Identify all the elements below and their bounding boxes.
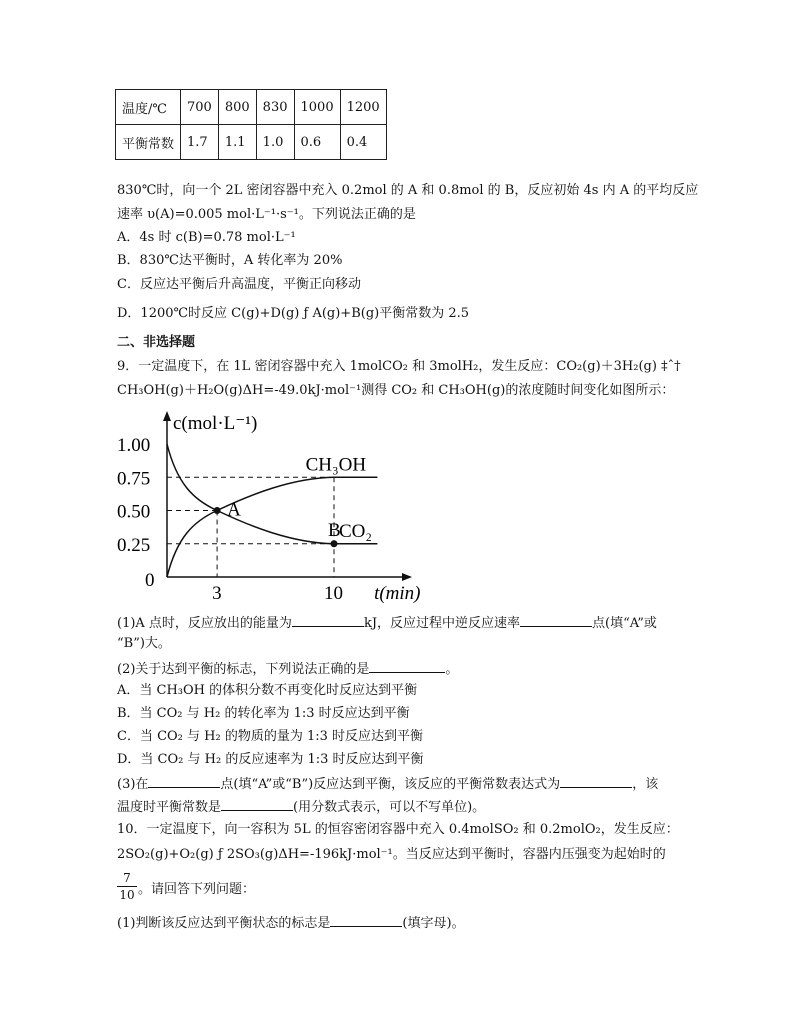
table-cell: 1000: [294, 90, 340, 125]
q8-option-c: C．反应达平衡后升高温度，平衡正向移动: [117, 277, 361, 292]
answer-blank[interactable]: [148, 773, 220, 788]
q9-stem-line1: 9．一定温度下，在 1L 密闭容器中充入 1molCO₂ 和 3molH₂，发生反应：CO₂(g)＋3H₂(g) ‡ˆ†: [117, 359, 681, 374]
table-row: [116, 90, 387, 125]
q10-part1-text: (1)判断该反应达到平衡状态的标志是: [117, 916, 331, 931]
data-point: [214, 507, 221, 514]
answer-blank[interactable]: [292, 612, 364, 627]
q9-part1-text-b: kJ，反应过程中逆反应速率: [363, 616, 521, 631]
series-label-co2: CO₂: [339, 520, 373, 542]
answer-blank[interactable]: [560, 773, 632, 788]
table-cell: 1.1: [218, 125, 256, 160]
q10-stem-line1: 10．一定温度下，向一容积为 5L 的恒容密闭容器中充入 0.4molSO₂ 和 0.2molO₂，发生反应：: [117, 822, 679, 837]
y-tick-label: 1.00: [117, 435, 151, 456]
q9-option-c: C．当 CO₂ 与 H₂ 的物质的量为 1:3 时反应达到平衡: [117, 729, 424, 744]
q9-part2-end: 。: [445, 662, 459, 677]
concentration-time-chart: [115, 405, 425, 605]
q9-part3-text-d: 温度时平衡常数是: [117, 800, 222, 815]
x-tick-label: 3: [212, 583, 222, 604]
x-tick-label: 10: [324, 583, 343, 604]
q8-stem-line1: 830℃时，向一个 2L 密闭容器中充入 0.2mol 的 A 和 0.8mol 的 B，反应初始 4s 内 A 的平均反应: [117, 183, 699, 198]
q9-part1-text-a: (1)A 点时，反应放出的能量为: [117, 616, 292, 631]
table-cell: 700: [181, 90, 219, 125]
table-cell: 800: [218, 90, 256, 125]
q9-part3-text-a: (3)在: [117, 777, 149, 792]
table-cell: 1.7: [181, 125, 219, 160]
q9-part1-line2: “B”)大。: [117, 636, 171, 651]
q8-stem-line2: 速率 υ(A)=0.005 mol·L⁻¹·s⁻¹。下列说法正确的是: [117, 207, 416, 222]
table-cell: 平衡常数: [116, 125, 181, 160]
q9-part2-text: (2)关于达到平衡的标志，下列说法正确的是: [117, 662, 370, 677]
q10-part1-end: (填字母)。: [402, 916, 465, 931]
q9-part3-text-c: ，该: [632, 777, 659, 792]
q9-option-b: B．当 CO₂ 与 H₂ 的转化率为 1:3 时反应达到平衡: [117, 706, 410, 721]
fraction-numerator: 7: [117, 870, 137, 887]
table-cell: 0.6: [294, 125, 340, 160]
section-heading: 二、非选择题: [117, 335, 196, 350]
q10-part1-line: [117, 912, 465, 934]
q9-part3-line: [117, 773, 658, 795]
table-cell: 温度/℃: [116, 90, 181, 125]
q9-part2-line: [117, 658, 458, 680]
origin-label: 0: [145, 570, 155, 591]
x-axis-arrow: [402, 573, 412, 581]
table-row: [116, 125, 387, 160]
fraction-seven-tenths: [117, 870, 137, 903]
fraction-denominator: 10: [119, 888, 135, 902]
q10-stem-line2: 2SO₂(g)+O₂(g) ƒ 2SO₃(g)ΔH=-196kJ·mol⁻¹。当反应达到平衡时，容器内压强变为起始时的: [117, 847, 666, 862]
q10-stem-line3: 。请回答下列问题：: [138, 882, 256, 897]
y-tick-label: 0.75: [117, 468, 151, 490]
q9-part3-text-b: 点(填“A”或“B”)反应达到平衡，该反应的平衡常数表达式为: [220, 777, 561, 792]
table-cell: 1.0: [256, 125, 294, 160]
q8-option-d: D．1200℃时反应 C(g)+D(g) ƒ A(g)+B(g)平衡常数为 2.5: [117, 306, 470, 321]
answer-blank[interactable]: [369, 658, 445, 673]
q9-option-d: D．当 CO₂ 与 H₂ 的反应速率为 1:3 时反应达到平衡: [117, 752, 424, 767]
answer-blank[interactable]: [330, 912, 402, 927]
answer-blank[interactable]: [221, 796, 293, 811]
q9-stem-line2: CH₃OH(g)＋H₂O(g)ΔH=-49.0kJ·mol⁻¹测得 CO₂ 和 CH₃OH(g)的浓度随时间变化如图所示：: [117, 383, 675, 398]
q9-part1-text-c: 点(填“A”或: [592, 616, 657, 631]
q8-option-a: A．4s 时 c(B)=0.78 mol·L⁻¹: [117, 230, 296, 245]
y-tick-label: 0.50: [117, 501, 151, 523]
equilibrium-constant-table: [115, 89, 387, 160]
x-axis-label: t(min): [374, 583, 421, 604]
series-label-ch3oh: CH₃OH: [305, 454, 367, 476]
q9-part3-text-e: (用分数式表示，可以不写单位)。: [293, 800, 486, 815]
point-label-a: A: [227, 499, 241, 521]
y-axis-label: c(mol·L⁻¹): [173, 413, 258, 434]
table-cell: 0.4: [340, 125, 386, 160]
table-cell: 830: [256, 90, 294, 125]
data-point: [331, 540, 338, 547]
q9-part1-line: [117, 612, 657, 634]
point-label-b: B: [328, 519, 341, 541]
answer-blank[interactable]: [520, 612, 592, 627]
q8-option-b: B．830℃达平衡时，A 转化率为 20%: [117, 253, 343, 268]
table-cell: 1200: [340, 90, 386, 125]
q9-option-a: A．当 CH₃OH 的体积分数不再变化时反应达到平衡: [117, 683, 418, 698]
y-axis-arrow: [163, 411, 171, 421]
y-tick-label: 0.25: [117, 534, 151, 556]
q9-part3-line2: [117, 796, 485, 818]
